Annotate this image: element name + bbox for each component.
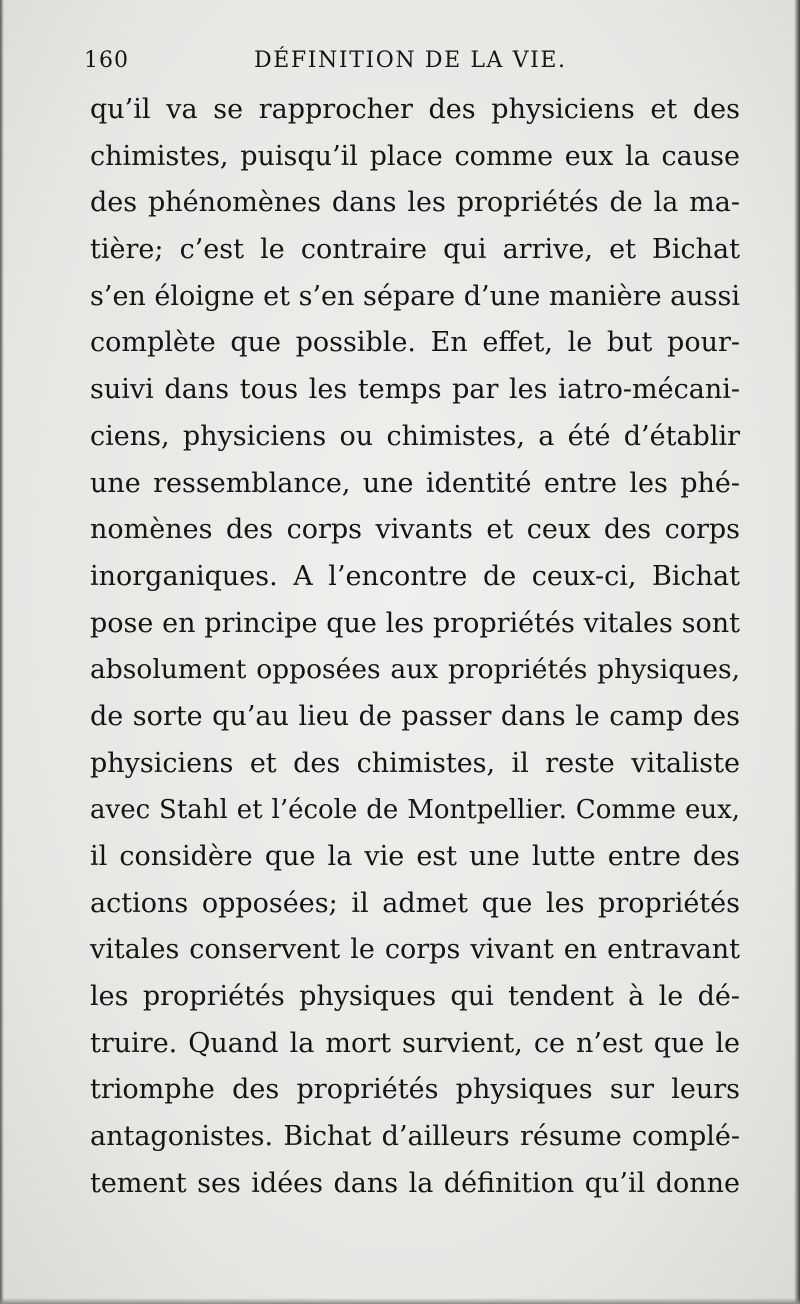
text-line: complète que possible. En effet, le but pour-: [90, 327, 740, 359]
page-edge-shadow-left: [0, 0, 4, 1304]
text-line: de sorte qu’au lieu de passer dans le camp des: [90, 700, 740, 732]
text-line: il considère que la vie est une lutte entre des: [90, 841, 740, 872]
text-line: ciens, physiciens ou chimistes, a été d’établir: [90, 420, 740, 452]
text-line: inorganiques. A l’encontre de ceux-ci, Bichat: [90, 560, 740, 592]
text-line: tement ses idées dans la définition qu’il donne: [90, 1167, 740, 1199]
text-line: une ressemblance, une identité entre les phé-: [90, 467, 740, 499]
text-line: triomphe des propriétés physiques sur leurs: [90, 1074, 740, 1106]
text-line: tière; c’est le contraire qui arrive, et Bichat: [90, 234, 740, 266]
page-edge-shadow-bottom: [0, 1298, 800, 1304]
text-line: vitales conservent le corps vivant en entravant: [90, 934, 740, 966]
text-line: les propriétés physiques qui tendent à le dé-: [90, 981, 740, 1013]
page-number: 160: [84, 48, 129, 73]
text-line: avec Stahl et l’école de Montpellier. Comme eux,: [90, 795, 740, 826]
text-line: nomènes des corps vivants et ceux des corps: [90, 514, 740, 546]
text-line: chimistes, puisqu’il place comme eux la cause: [90, 140, 740, 172]
body-text: [90, 87, 740, 1208]
text-line: physiciens et des chimistes, il reste vitaliste: [90, 747, 740, 779]
page-edge-shadow-right: [794, 0, 800, 1304]
text-line: absolument opposées aux propriétés physiques,: [90, 654, 740, 686]
running-title: DÉFINITION DE LA VIE.: [254, 48, 567, 73]
text-line: s’en éloigne et s’en sépare d’une manière aussi: [90, 280, 740, 312]
running-head: [84, 48, 744, 82]
text-line: suivi dans tous les temps par les iatro-mécani-: [90, 374, 740, 406]
text-line: qu’il va se rapprocher des physiciens et des: [90, 94, 740, 125]
text-line: truire. Quand la mort survient, ce n’est que le: [90, 1027, 740, 1059]
text-line: antagonistes. Bichat d’ailleurs résume complé-: [90, 1121, 740, 1153]
text-line: pose en principe que les propriétés vitales sont: [90, 607, 740, 639]
text-line: des phénomènes dans les propriétés de la ma-: [90, 187, 740, 219]
text-line: actions opposées; il admet que les propriétés: [90, 887, 740, 919]
